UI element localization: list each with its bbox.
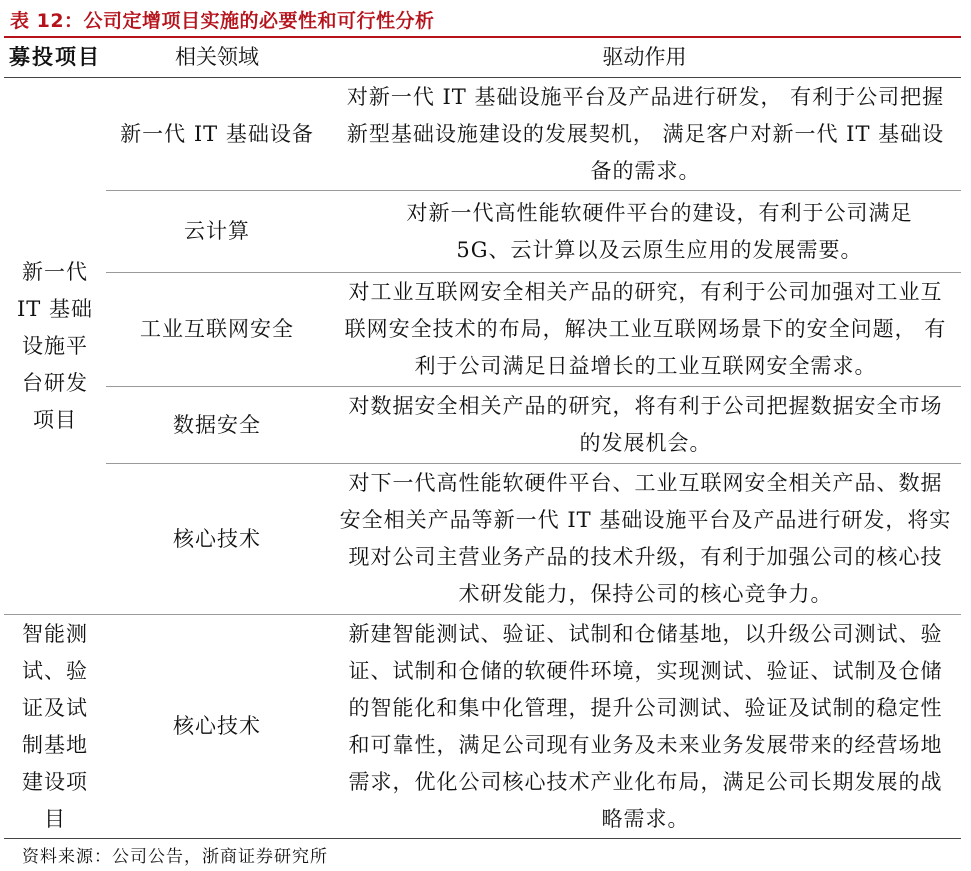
table-row — [4, 78, 961, 191]
table-row — [4, 615, 961, 839]
role-cell: 对数据安全相关产品的研究，将有利于公司把握数据安全市场的发展机会。 — [328, 387, 961, 464]
project-cell: 智能测试、验证及试制基地建设项目 — [4, 615, 106, 839]
field-cell: 核心技术 — [106, 464, 328, 615]
role-cell: 对下一代高性能软硬件平台、工业互联网安全相关产品、数据安全相关产品等新一代 IT 基础设施平台及产品进行研发，将实现对公司主营业务产品的技术升级，有利于加强公司的核心技术研发能力，保持公司的核心竞争力。 — [328, 464, 961, 615]
role-cell: 对工业互联网安全相关产品的研究，有利于公司加强对工业互联网安全技术的布局，解决工业互联网场景下的安全问题， 有利于公司满足日益增长的工业互联网安全需求。 — [328, 273, 961, 387]
source-note: 资料来源：公司公告，浙商证券研究所 — [22, 847, 328, 867]
role-cell: 对新一代高性能软硬件平台的建设，有利于公司满足5G、云计算以及云原生应用的发展需要。 — [328, 191, 961, 273]
project-cell: 新一代 IT 基础设施平台研发项目 — [4, 78, 106, 615]
role-cell: 对新一代 IT 基础设施平台及产品进行研发， 有利于公司把握新型基础设施建设的发展契机， 满足客户对新一代 IT 基础设备的需求。 — [328, 78, 961, 191]
table-row — [4, 191, 961, 273]
header-field: 相关领域 — [106, 38, 328, 78]
field-cell: 数据安全 — [106, 387, 328, 464]
field-cell: 云计算 — [106, 191, 328, 273]
role-cell: 新建智能测试、验证、试制和仓储基地，以升级公司测试、验证、试制和仓储的软硬件环境，实现测试、验证、试制及仓储的智能化和集中化管理，提升公司测试、验证及试制的稳定性和可靠性，满足公司现有业务及未来业务发展带来的经营场地需求，优化公司核心技术产业化布局，满足公司长期发展的战略需求。 — [328, 615, 961, 839]
table-header-row — [4, 38, 961, 78]
table-row — [4, 464, 961, 615]
field-cell: 工业互联网安全 — [106, 273, 328, 387]
table-row — [4, 273, 961, 387]
header-project: 募投项目 — [4, 38, 106, 78]
field-cell: 新一代 IT 基础设备 — [106, 78, 328, 191]
header-role: 驱动作用 — [328, 38, 961, 78]
table-row — [4, 387, 961, 464]
field-cell: 核心技术 — [106, 615, 328, 839]
analysis-table — [4, 38, 961, 839]
table-title: 表 12：公司定增项目实施的必要性和可行性分析 — [10, 10, 435, 32]
